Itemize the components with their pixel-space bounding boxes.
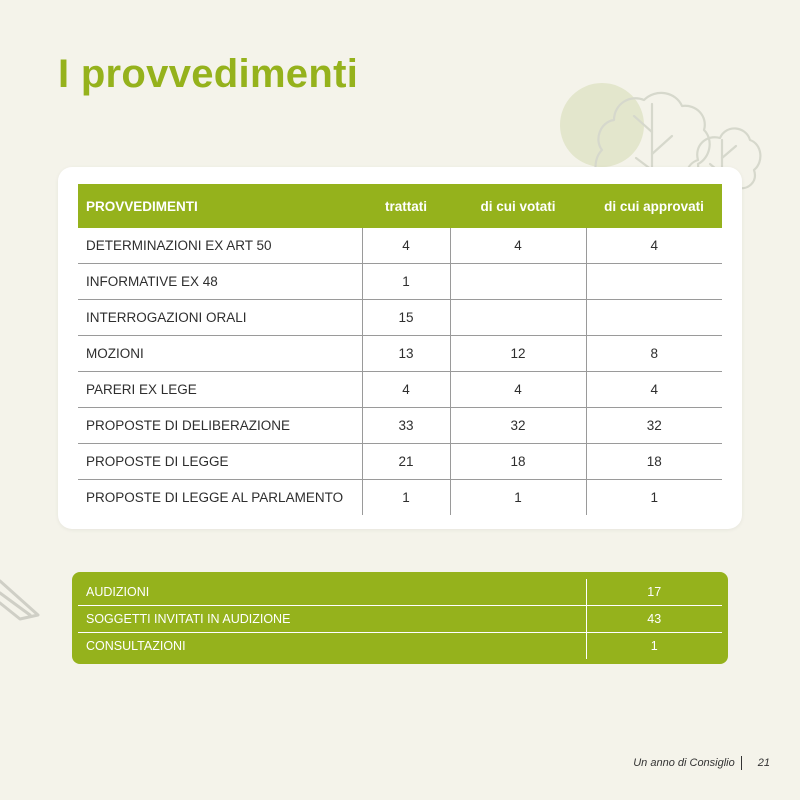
cell-votati: 18 — [450, 444, 586, 480]
cell-trattati: 21 — [362, 444, 450, 480]
page-number: 21 — [757, 757, 770, 769]
column-header-provvedimenti: PROVVEDIMENTI — [78, 184, 362, 228]
cell-trattati: 1 — [362, 480, 450, 516]
cell-trattati: 33 — [362, 408, 450, 444]
row-label: PARERI EX LEGE — [78, 372, 362, 408]
row-label: PROPOSTE DI LEGGE — [78, 444, 362, 480]
cell-trattati: 4 — [362, 228, 450, 264]
cell-approvati — [586, 300, 722, 336]
audizioni-box — [72, 572, 728, 664]
cell-votati: 12 — [450, 336, 586, 372]
cell-approvati: 18 — [586, 444, 722, 480]
page-title: I provvedimenti — [58, 52, 359, 96]
audizioni-table — [78, 579, 722, 659]
row-value: 43 — [586, 606, 722, 633]
leaf-outline-icon — [0, 575, 44, 625]
cell-votati — [450, 264, 586, 300]
row-label: PROPOSTE DI DELIBERAZIONE — [78, 408, 362, 444]
table-header-row — [78, 184, 722, 228]
cell-approvati — [586, 264, 722, 300]
cell-approvati: 4 — [586, 228, 722, 264]
table-row — [78, 480, 722, 516]
table-row — [78, 264, 722, 300]
table-row — [78, 336, 722, 372]
table-row — [78, 372, 722, 408]
table-row — [78, 606, 722, 633]
column-header-trattati: trattati — [362, 184, 450, 228]
provvedimenti-table — [78, 184, 722, 515]
provvedimenti-card — [58, 167, 742, 529]
cell-trattati: 13 — [362, 336, 450, 372]
cell-trattati: 1 — [362, 264, 450, 300]
table-row — [78, 444, 722, 480]
cell-votati: 4 — [450, 372, 586, 408]
footer-divider — [741, 756, 742, 770]
table-row — [78, 228, 722, 264]
cell-approvati: 1 — [650, 490, 658, 505]
cell-votati: 4 — [450, 228, 586, 264]
table-row — [78, 579, 722, 606]
row-label: CONSULTAZIONI — [78, 633, 586, 660]
row-value: 1 — [650, 639, 658, 653]
row-label: SOGGETTI INVITATI IN AUDIZIONE — [78, 606, 586, 633]
table-row — [78, 300, 722, 336]
cell-approvati: 8 — [586, 336, 722, 372]
cell-votati — [450, 300, 586, 336]
page-footer — [633, 756, 770, 770]
row-label: AUDIZIONI — [78, 579, 586, 606]
row-label: INTERROGAZIONI ORALI — [78, 300, 362, 336]
table-row — [78, 633, 722, 660]
row-label: MOZIONI — [78, 336, 362, 372]
cell-trattati: 4 — [362, 372, 450, 408]
cell-votati: 1 — [450, 480, 586, 516]
cell-approvati: 32 — [586, 408, 722, 444]
row-label: PROPOSTE DI LEGGE AL PARLAMENTO — [78, 480, 362, 516]
cell-trattati: 15 — [362, 300, 450, 336]
table-row — [78, 408, 722, 444]
cell-approvati: 4 — [586, 372, 722, 408]
cell-votati: 32 — [450, 408, 586, 444]
publication-title: Un anno di Consiglio — [633, 757, 735, 769]
column-header-approvati: di cui approvati — [586, 184, 722, 228]
column-header-votati: di cui votati — [450, 184, 586, 228]
row-label: DETERMINAZIONI EX ART 50 — [78, 228, 362, 264]
row-label: INFORMATIVE EX 48 — [78, 264, 362, 300]
row-value: 17 — [586, 579, 722, 606]
